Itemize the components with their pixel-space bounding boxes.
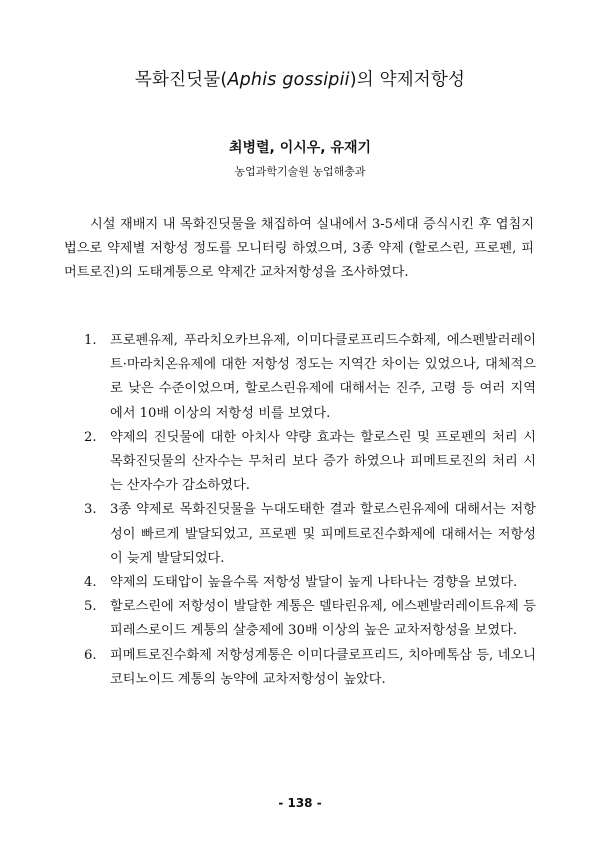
item-text: 약제의 진딧물에 대한 아치사 약량 효과는 할로스린 및 프로펜의 처리 시 목화진딧물의 산자수는 무처리 보다 증가 하였으나 피메트로진의 처리 시는 산자수가 감소하였다. [110,429,536,494]
item-number: 2. [84,429,97,445]
item-text: 3종 약제로 목화진딧물을 누대도태한 결과 할로스린유제에 대해서는 저항성이 빠르게 발달되었고, 프로펜 및 피메트로진수화제에 대해서는 저항성이 늦게 발달되었다. [110,502,536,566]
item-text: 할로스린에 저항성이 발달한 계통은 델타린유제, 에스펜발러레이트유제 등 피레스로이드 계통의 살충제에 30배 이상의 높은 교차저항성을 보였다. [110,599,536,639]
list-item [84,595,536,643]
list-item [84,329,536,426]
list-item [84,426,536,499]
title-species: Aphis gossipii [227,70,350,90]
item-text: 프로펜유제, 푸라치오카브유제, 이미다클로프리드수화제, 에스펜발러레이트·마라치온유제에 대한 저항성 정도는 지역간 차이는 있었으나, 대체적으로 낮은 수준이었으며, 할로스린유제에 대해서는 진주, 고령 등 여러 지역에서 10배 이상의 저항성 비를 보였다. [110,333,536,421]
item-number: 3. [84,502,97,518]
paper-title [0,66,600,91]
item-number: 5. [84,599,97,615]
item-number: 4. [84,575,97,591]
item-number: 6. [84,647,97,663]
page-number: - 138 - [278,796,322,810]
item-text: 피메트로진수화제 저항성계통은 이미다클로프리드, 치아메톡삼 등, 네오니코티노이드 계통의 농약에 교차저항성이 높았다. [110,647,536,687]
list-item [84,498,536,571]
abstract-paragraph: 시설 재배지 내 목화진딧물을 채집하여 실내에서 3-5세대 증식시킨 후 엽침지법으로 약제별 저항성 정도를 모니터링 하였으며, 3종 약제 (할로스린, 프로펜, 피머트로진)의 도태계통으로 약제간 교차저항성을 조사하였다. [64,217,534,281]
authors: 최병렬, 이시우, 유재기 [228,140,372,156]
title-prefix: 목화진딧물( [134,70,228,90]
list-item [84,571,536,595]
findings-list [84,329,536,692]
item-text: 약제의 도태압이 높을수록 저항성 발달이 높게 나타나는 경향을 보였다. [110,575,518,591]
title-suffix: )의 약제저항성 [349,70,466,90]
affiliation: 농업과학기술원 농업해충과 [234,165,366,178]
list-item [84,644,536,692]
item-number: 1. [84,333,97,348]
